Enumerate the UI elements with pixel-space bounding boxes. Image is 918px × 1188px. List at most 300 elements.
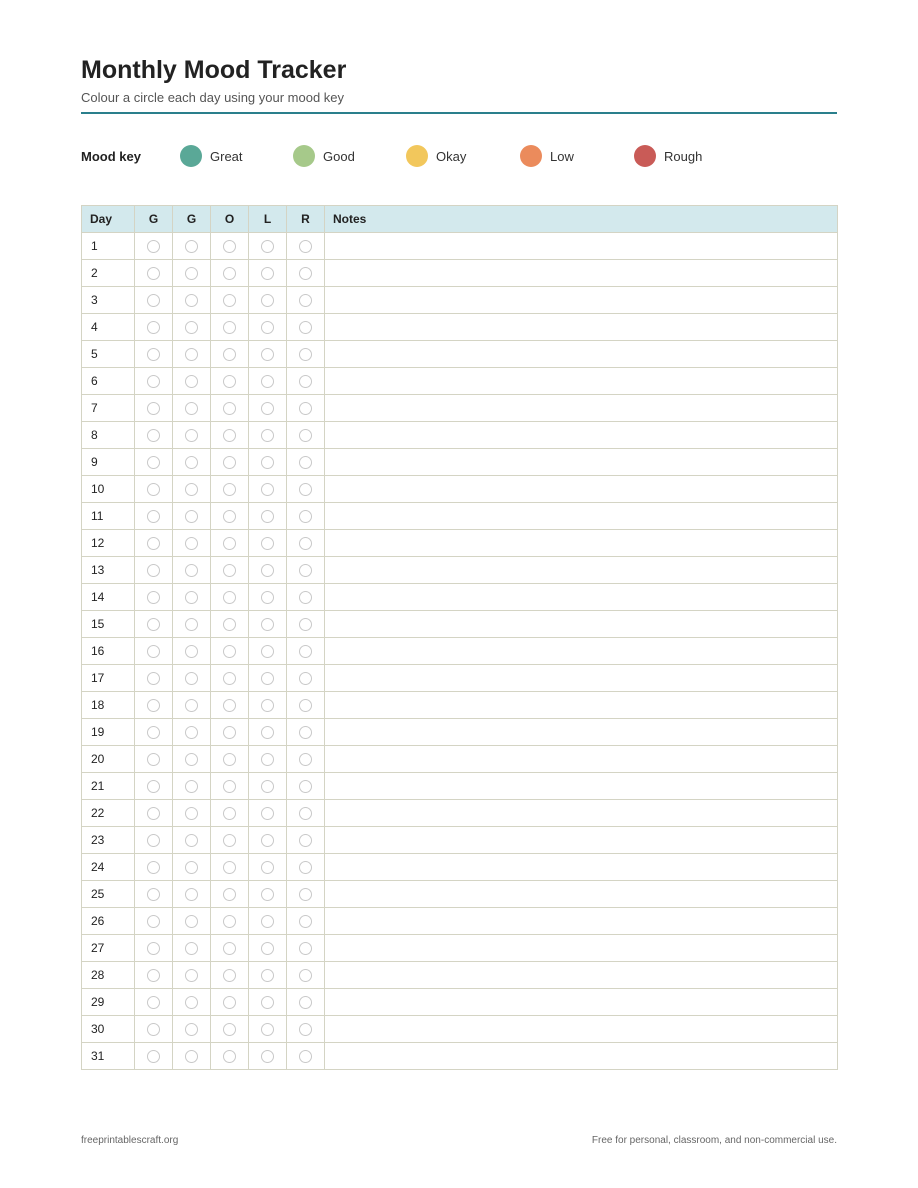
mood-cell-good [173,800,211,827]
mood-cell-good [173,854,211,881]
mood-cell-great [135,611,173,638]
mood-circle-good[interactable] [185,483,198,496]
mood-cell-good [173,449,211,476]
mood-circle-low[interactable] [261,429,274,442]
day-number: 3 [82,287,135,314]
footer-site: freeprintablescraft.org [81,1135,179,1146]
table-row [82,422,838,449]
day-number: 6 [82,368,135,395]
mood-circle-great[interactable] [147,915,160,928]
mood-circle-good[interactable] [185,456,198,469]
mood-circle-great[interactable] [147,294,160,307]
mood-circle-good[interactable] [185,564,198,577]
mood-circle-great[interactable] [147,429,160,442]
mood-circle-rough[interactable] [299,510,312,523]
mood-cell-rough [287,908,325,935]
mood-circle-rough[interactable] [299,834,312,847]
mood-circle-great[interactable] [147,942,160,955]
notes-cell[interactable] [325,395,838,422]
mood-circle-great[interactable] [147,510,160,523]
mood-circle-low[interactable] [261,483,274,496]
table-row [82,908,838,935]
mood-cell-low [249,881,287,908]
mood-circle-good[interactable] [185,402,198,415]
mood-circle-low[interactable] [261,591,274,604]
mood-circle-great[interactable] [147,1023,160,1036]
mood-circle-good[interactable] [185,375,198,388]
table-row [82,989,838,1016]
mood-circle-okay[interactable] [223,915,236,928]
mood-circle-good[interactable] [185,591,198,604]
mood-circle-okay[interactable] [223,807,236,820]
mood-cell-good [173,962,211,989]
mood-circle-rough[interactable] [299,618,312,631]
mood-circle-okay[interactable] [223,780,236,793]
day-number: 14 [82,584,135,611]
mood-circle-good[interactable] [185,996,198,1009]
notes-cell[interactable] [325,449,838,476]
mood-circle-rough[interactable] [299,591,312,604]
mood-cell-low [249,827,287,854]
mood-cell-low [249,314,287,341]
notes-cell[interactable] [325,260,838,287]
mood-cell-low [249,233,287,260]
mood-circle-okay[interactable] [223,402,236,415]
mood-circle-rough[interactable] [299,294,312,307]
day-number: 15 [82,611,135,638]
mood-cell-good [173,503,211,530]
mood-circle-okay[interactable] [223,456,236,469]
mood-circle-rough[interactable] [299,996,312,1009]
day-number: 31 [82,1043,135,1070]
mood-circle-low[interactable] [261,618,274,631]
mood-circle-low[interactable] [261,996,274,1009]
table-row [82,341,838,368]
mood-cell-good [173,1016,211,1043]
mood-circle-low[interactable] [261,672,274,685]
notes-cell[interactable] [325,476,838,503]
mood-cell-rough [287,314,325,341]
mood-circle-good[interactable] [185,321,198,334]
mood-circle-rough[interactable] [299,645,312,658]
mood-cell-great [135,368,173,395]
mood-circle-low[interactable] [261,375,274,388]
mood-cell-okay [211,881,249,908]
mood-cell-okay [211,611,249,638]
mood-circle-rough[interactable] [299,456,312,469]
day-number: 9 [82,449,135,476]
day-number: 29 [82,989,135,1016]
mood-circle-low[interactable] [261,402,274,415]
table-row [82,611,838,638]
notes-cell[interactable] [325,341,838,368]
mood-circle-okay[interactable] [223,483,236,496]
mood-circle-okay[interactable] [223,834,236,847]
mood-circle-rough[interactable] [299,402,312,415]
table-row [82,962,838,989]
mood-cell-great [135,935,173,962]
mood-cell-okay [211,665,249,692]
mood-circle-rough[interactable] [299,348,312,361]
mood-circle-great[interactable] [147,348,160,361]
mood-cell-good [173,395,211,422]
mood-cell-okay [211,530,249,557]
column-header-good: G [173,206,211,233]
mood-circle-good[interactable] [185,969,198,982]
mood-circle-okay[interactable] [223,969,236,982]
mood-circle-good[interactable] [185,537,198,550]
mood-circle-okay[interactable] [223,618,236,631]
table-row [82,557,838,584]
mood-circle-good[interactable] [185,1050,198,1063]
mood-cell-great [135,476,173,503]
mood-circle-rough[interactable] [299,753,312,766]
mood-circle-good[interactable] [185,807,198,820]
mood-circle-low[interactable] [261,834,274,847]
mood-circle-okay[interactable] [223,321,236,334]
mood-cell-great [135,692,173,719]
table-row [82,287,838,314]
mood-circle-low[interactable] [261,753,274,766]
mood-circle-low[interactable] [261,645,274,658]
mood-circle-low[interactable] [261,969,274,982]
mood-circle-okay[interactable] [223,564,236,577]
day-number: 11 [82,503,135,530]
mood-circle-great[interactable] [147,456,160,469]
mood-circle-good[interactable] [185,267,198,280]
mood-circle-low[interactable] [261,537,274,550]
mood-cell-okay [211,476,249,503]
mood-circle-great[interactable] [147,753,160,766]
notes-cell[interactable] [325,611,838,638]
mood-circle-rough[interactable] [299,240,312,253]
mood-circle-good[interactable] [185,753,198,766]
mood-key-label: Mood key [81,149,141,164]
table-row [82,854,838,881]
notes-cell[interactable] [325,314,838,341]
mood-circle-great[interactable] [147,240,160,253]
column-header-day: Day [82,206,135,233]
mood-circle-rough[interactable] [299,429,312,442]
mood-cell-rough [287,287,325,314]
mood-circle-low[interactable] [261,861,274,874]
day-number: 28 [82,962,135,989]
mood-circle-great[interactable] [147,996,160,1009]
mood-circle-good[interactable] [185,888,198,901]
mood-cell-good [173,881,211,908]
mood-circle-okay[interactable] [223,510,236,523]
mood-cell-low [249,260,287,287]
table-row [82,449,838,476]
mood-circle-rough[interactable] [299,969,312,982]
mood-cell-low [249,368,287,395]
mood-cell-low [249,800,287,827]
mood-circle-good[interactable] [185,834,198,847]
mood-circle-okay[interactable] [223,672,236,685]
notes-cell[interactable] [325,557,838,584]
mood-circle-good[interactable] [185,780,198,793]
mood-circle-great[interactable] [147,645,160,658]
notes-cell[interactable] [325,800,838,827]
mood-cell-low [249,611,287,638]
mood-circle-low[interactable] [261,699,274,712]
mood-cell-low [249,692,287,719]
mood-cell-okay [211,719,249,746]
mood-circle-great[interactable] [147,888,160,901]
mood-circle-okay[interactable] [223,699,236,712]
mood-circle-rough[interactable] [299,915,312,928]
mood-circle-low[interactable] [261,240,274,253]
mood-circle-rough[interactable] [299,888,312,901]
mood-circle-okay[interactable] [223,240,236,253]
mood-cell-okay [211,341,249,368]
mood-cell-okay [211,584,249,611]
day-number: 2 [82,260,135,287]
mood-circle-okay[interactable] [223,267,236,280]
mood-circle-low[interactable] [261,1023,274,1036]
mood-circle-great[interactable] [147,861,160,874]
mood-circle-okay[interactable] [223,726,236,739]
mood-circle-low[interactable] [261,888,274,901]
mood-circle-great[interactable] [147,672,160,685]
day-number: 10 [82,476,135,503]
mood-circle-great[interactable] [147,1050,160,1063]
mood-cell-rough [287,665,325,692]
mood-cell-rough [287,530,325,557]
mood-cell-good [173,557,211,584]
mood-circle-great[interactable] [147,969,160,982]
mood-circle-great[interactable] [147,321,160,334]
mood-circle-low[interactable] [261,348,274,361]
mood-cell-okay [211,557,249,584]
day-number: 19 [82,719,135,746]
mood-circle-low[interactable] [261,807,274,820]
mood-circle-good[interactable] [185,915,198,928]
mood-circle-okay[interactable] [223,375,236,388]
mood-circle-okay[interactable] [223,1050,236,1063]
notes-cell[interactable] [325,935,838,962]
mood-cell-rough [287,476,325,503]
mood-circle-good[interactable] [185,942,198,955]
mood-circle-low[interactable] [261,321,274,334]
mood-circle-low[interactable] [261,915,274,928]
mood-circle-rough[interactable] [299,861,312,874]
mood-circle-good[interactable] [185,510,198,523]
mood-circle-rough[interactable] [299,1023,312,1036]
mood-cell-good [173,611,211,638]
mood-circle-okay[interactable] [223,591,236,604]
mood-circle-great[interactable] [147,375,160,388]
mood-cell-low [249,989,287,1016]
mood-cell-good [173,233,211,260]
mood-tracker-table [81,205,838,1070]
mood-cell-okay [211,503,249,530]
mood-cell-great [135,719,173,746]
mood-cell-great [135,233,173,260]
mood-circle-great[interactable] [147,807,160,820]
mood-circle-low[interactable] [261,267,274,280]
key-label-great: Great [210,149,243,164]
mood-circle-low[interactable] [261,456,274,469]
mood-circle-great[interactable] [147,834,160,847]
mood-cell-great [135,827,173,854]
mood-cell-rough [287,395,325,422]
table-row [82,638,838,665]
notes-cell[interactable] [325,233,838,260]
mood-circle-okay[interactable] [223,861,236,874]
mood-circle-rough[interactable] [299,267,312,280]
mood-circle-low[interactable] [261,510,274,523]
mood-circle-good[interactable] [185,672,198,685]
mood-cell-great [135,773,173,800]
notes-cell[interactable] [325,287,838,314]
mood-cell-good [173,584,211,611]
mood-circle-rough[interactable] [299,699,312,712]
mood-circle-rough[interactable] [299,942,312,955]
table-row [82,1016,838,1043]
notes-cell[interactable] [325,881,838,908]
table-row [82,692,838,719]
mood-circle-rough[interactable] [299,726,312,739]
mood-circle-good[interactable] [185,240,198,253]
mood-circle-good[interactable] [185,645,198,658]
notes-cell[interactable] [325,962,838,989]
mood-circle-rough[interactable] [299,537,312,550]
mood-cell-low [249,530,287,557]
mood-cell-good [173,341,211,368]
notes-cell[interactable] [325,989,838,1016]
notes-cell[interactable] [325,584,838,611]
mood-circle-good[interactable] [185,348,198,361]
mood-cell-great [135,314,173,341]
notes-cell[interactable] [325,746,838,773]
key-label-low: Low [550,149,574,164]
mood-cell-good [173,287,211,314]
mood-circle-okay[interactable] [223,753,236,766]
mood-circle-rough[interactable] [299,1050,312,1063]
mood-cell-good [173,719,211,746]
mood-circle-good[interactable] [185,1023,198,1036]
mood-circle-good[interactable] [185,726,198,739]
notes-cell[interactable] [325,1043,838,1070]
mood-cell-great [135,989,173,1016]
mood-cell-great [135,449,173,476]
mood-circle-great[interactable] [147,591,160,604]
notes-cell[interactable] [325,1016,838,1043]
table-row [82,881,838,908]
mood-circle-okay[interactable] [223,537,236,550]
mood-circle-rough[interactable] [299,321,312,334]
notes-cell[interactable] [325,827,838,854]
mood-circle-great[interactable] [147,564,160,577]
mood-cell-low [249,773,287,800]
mood-circle-okay[interactable] [223,294,236,307]
mood-cell-low [249,962,287,989]
mood-circle-great[interactable] [147,780,160,793]
notes-cell[interactable] [325,638,838,665]
day-number: 17 [82,665,135,692]
key-label-good: Good [323,149,355,164]
okay-dot-icon [406,145,428,167]
mood-circle-great[interactable] [147,699,160,712]
mood-cell-low [249,1016,287,1043]
notes-cell[interactable] [325,719,838,746]
mood-circle-great[interactable] [147,726,160,739]
mood-circle-okay[interactable] [223,348,236,361]
mood-circle-good[interactable] [185,429,198,442]
notes-cell[interactable] [325,422,838,449]
footer-license: Free for personal, classroom, and non-commercial use. [591,1135,837,1146]
mood-cell-rough [287,773,325,800]
mood-circle-good[interactable] [185,699,198,712]
mood-circle-okay[interactable] [223,429,236,442]
notes-cell[interactable] [325,530,838,557]
mood-circle-rough[interactable] [299,483,312,496]
mood-circle-low[interactable] [261,294,274,307]
day-number: 21 [82,773,135,800]
notes-cell[interactable] [325,692,838,719]
mood-cell-low [249,584,287,611]
mood-circle-good[interactable] [185,618,198,631]
mood-circle-rough[interactable] [299,780,312,793]
notes-cell[interactable] [325,908,838,935]
mood-circle-okay[interactable] [223,888,236,901]
mood-cell-great [135,503,173,530]
mood-circle-okay[interactable] [223,996,236,1009]
mood-circle-great[interactable] [147,537,160,550]
mood-cell-rough [287,989,325,1016]
notes-cell[interactable] [325,665,838,692]
mood-circle-low[interactable] [261,726,274,739]
mood-circle-great[interactable] [147,618,160,631]
table-row [82,260,838,287]
mood-circle-rough[interactable] [299,375,312,388]
mood-circle-rough[interactable] [299,564,312,577]
mood-circle-great[interactable] [147,483,160,496]
table-row [82,665,838,692]
mood-cell-rough [287,233,325,260]
mood-cell-okay [211,908,249,935]
mood-cell-good [173,530,211,557]
mood-circle-low[interactable] [261,564,274,577]
mood-cell-rough [287,962,325,989]
mood-circle-low[interactable] [261,1050,274,1063]
notes-cell[interactable] [325,854,838,881]
mood-cell-okay [211,800,249,827]
mood-circle-rough[interactable] [299,672,312,685]
key-label-okay: Okay [436,149,467,164]
notes-cell[interactable] [325,368,838,395]
notes-cell[interactable] [325,773,838,800]
notes-cell[interactable] [325,503,838,530]
mood-circle-okay[interactable] [223,645,236,658]
mood-cell-great [135,962,173,989]
mood-cell-great [135,557,173,584]
mood-circle-great[interactable] [147,267,160,280]
mood-circle-rough[interactable] [299,807,312,820]
table-row [82,935,838,962]
mood-circle-okay[interactable] [223,1023,236,1036]
mood-circle-great[interactable] [147,402,160,415]
mood-circle-good[interactable] [185,294,198,307]
mood-cell-rough [287,449,325,476]
mood-circle-low[interactable] [261,780,274,793]
table-row [82,1043,838,1070]
mood-circle-okay[interactable] [223,942,236,955]
mood-cell-okay [211,638,249,665]
mood-circle-good[interactable] [185,861,198,874]
mood-circle-low[interactable] [261,942,274,955]
